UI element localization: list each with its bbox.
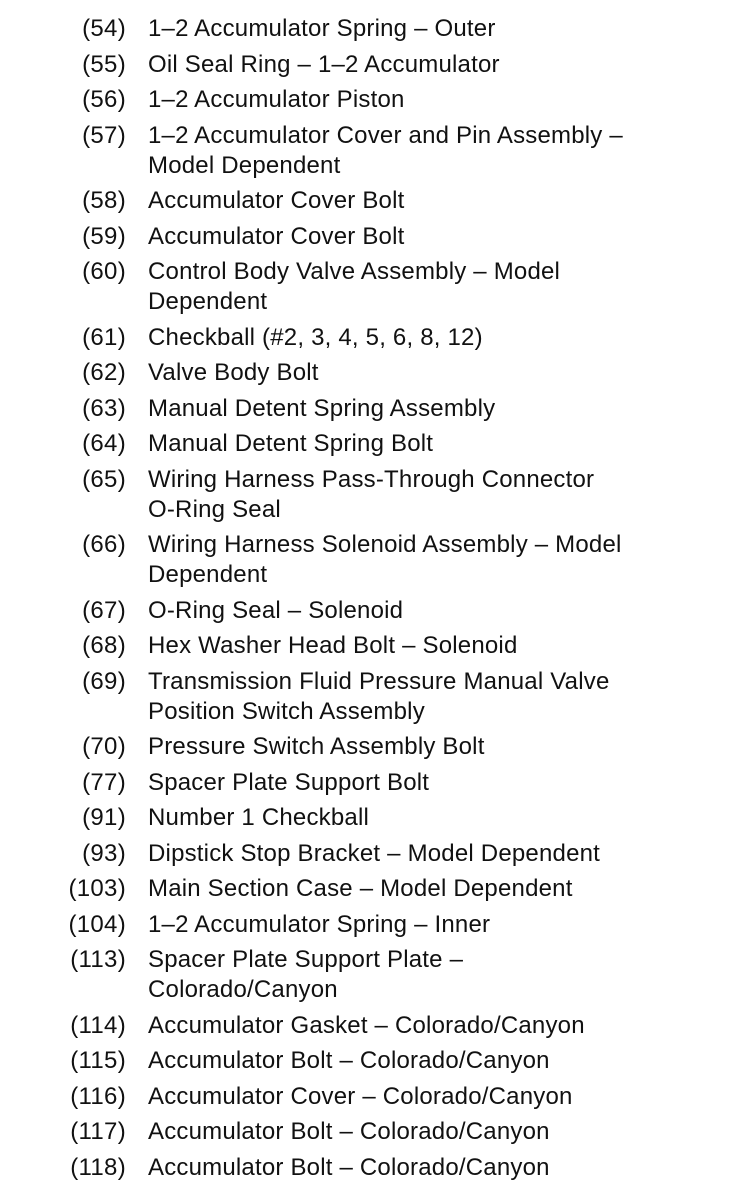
part-number: (61): [82, 323, 126, 351]
list-item: [0, 768, 752, 798]
part-number: (114): [70, 1011, 126, 1039]
list-item: [0, 429, 752, 459]
part-number: (115): [70, 1047, 126, 1074]
part-number: (62): [82, 359, 126, 386]
part-description: Hex Washer Head Bolt – Solenoid: [148, 632, 518, 659]
part-description: Transmission Fluid Pressure Manual Valve Position Switch Assembly: [148, 667, 610, 725]
part-number: (59): [82, 222, 126, 250]
parts-legend-list: [0, 14, 752, 1188]
part-description: Accumulator Bolt – Colorado/Canyon: [148, 1118, 550, 1145]
part-number: (60): [82, 258, 126, 285]
list-item: [0, 257, 752, 317]
part-number: (77): [82, 768, 126, 796]
part-number: (67): [82, 596, 126, 624]
part-number: (117): [70, 1118, 126, 1145]
part-number: (55): [82, 50, 126, 78]
part-description: Accumulator Bolt – Colorado/Canyon: [148, 1153, 550, 1181]
part-description: 1–2 Accumulator Piston: [148, 86, 405, 113]
part-description: Number 1 Checkball: [148, 804, 370, 831]
part-number: (56): [82, 86, 126, 113]
list-item: [0, 874, 752, 904]
part-description: Spacer Plate Support Plate – Colorado/Canyon: [148, 946, 464, 1003]
part-description: Pressure Switch Assembly Bolt: [148, 733, 485, 760]
list-item: [0, 910, 752, 940]
part-number: (116): [70, 1082, 126, 1110]
part-number: (103): [68, 875, 126, 902]
part-number: (58): [82, 187, 126, 214]
part-number: (57): [82, 121, 126, 149]
list-item: [0, 14, 752, 44]
part-description: Valve Body Bolt: [148, 359, 319, 386]
list-item: [0, 530, 752, 590]
list-item: [0, 222, 752, 252]
list-item: [0, 358, 752, 388]
list-item: [0, 1046, 752, 1076]
part-description: Manual Detent Spring Assembly: [148, 394, 496, 422]
part-description: Accumulator Cover – Colorado/Canyon: [148, 1082, 573, 1110]
list-item: [0, 945, 752, 1005]
list-item: [0, 186, 752, 216]
part-number: (104): [68, 910, 126, 938]
part-description: 1–2 Accumulator Spring – Outer: [148, 15, 496, 42]
list-item: [0, 803, 752, 833]
part-description: Accumulator Cover Bolt: [148, 222, 405, 250]
part-number: (93): [82, 839, 126, 867]
part-description: Oil Seal Ring – 1–2 Accumulator: [148, 50, 500, 78]
part-number: (64): [82, 430, 126, 457]
part-number: (70): [82, 733, 126, 760]
part-number: (63): [82, 394, 126, 422]
part-description: 1–2 Accumulator Spring – Inner: [148, 910, 491, 938]
part-description: Dipstick Stop Bracket – Model Dependent: [148, 839, 601, 867]
part-description: 1–2 Accumulator Cover and Pin Assembly – Model Dependent: [148, 121, 623, 179]
part-number: (118): [70, 1153, 126, 1181]
part-number: (66): [82, 531, 126, 558]
list-item: [0, 732, 752, 762]
part-description: Accumulator Gasket – Colorado/Canyon: [148, 1011, 585, 1039]
part-description: Accumulator Bolt – Colorado/Canyon: [148, 1047, 550, 1074]
list-item: [0, 323, 752, 353]
part-number: (54): [82, 15, 126, 42]
list-item: [0, 1153, 752, 1183]
list-item: [0, 394, 752, 424]
list-item: [0, 667, 752, 727]
part-description: O-Ring Seal – Solenoid: [148, 596, 404, 624]
list-item: [0, 839, 752, 869]
part-number: (68): [82, 632, 126, 659]
part-description: Accumulator Cover Bolt: [148, 187, 405, 214]
part-number: (65): [82, 465, 126, 493]
part-number: (91): [82, 804, 126, 831]
part-number: (69): [82, 667, 126, 695]
part-description: Wiring Harness Pass-Through Connector O-Ring Seal: [148, 465, 595, 523]
list-item: [0, 596, 752, 626]
list-item: [0, 1117, 752, 1147]
part-description: Wiring Harness Solenoid Assembly – Model Dependent: [148, 531, 622, 588]
part-number: (113): [70, 946, 126, 973]
list-item: [0, 1082, 752, 1112]
part-description: Main Section Case – Model Dependent: [148, 875, 573, 902]
list-item: [0, 50, 752, 80]
list-item: [0, 465, 752, 525]
list-item: [0, 85, 752, 115]
part-description: Manual Detent Spring Bolt: [148, 430, 434, 457]
list-item: [0, 1011, 752, 1041]
part-description: Spacer Plate Support Bolt: [148, 768, 430, 796]
list-item: [0, 121, 752, 181]
part-description: Checkball (#2, 3, 4, 5, 6, 8, 12): [148, 323, 483, 351]
list-item: [0, 631, 752, 661]
part-description: Control Body Valve Assembly – Model Dependent: [148, 258, 561, 315]
